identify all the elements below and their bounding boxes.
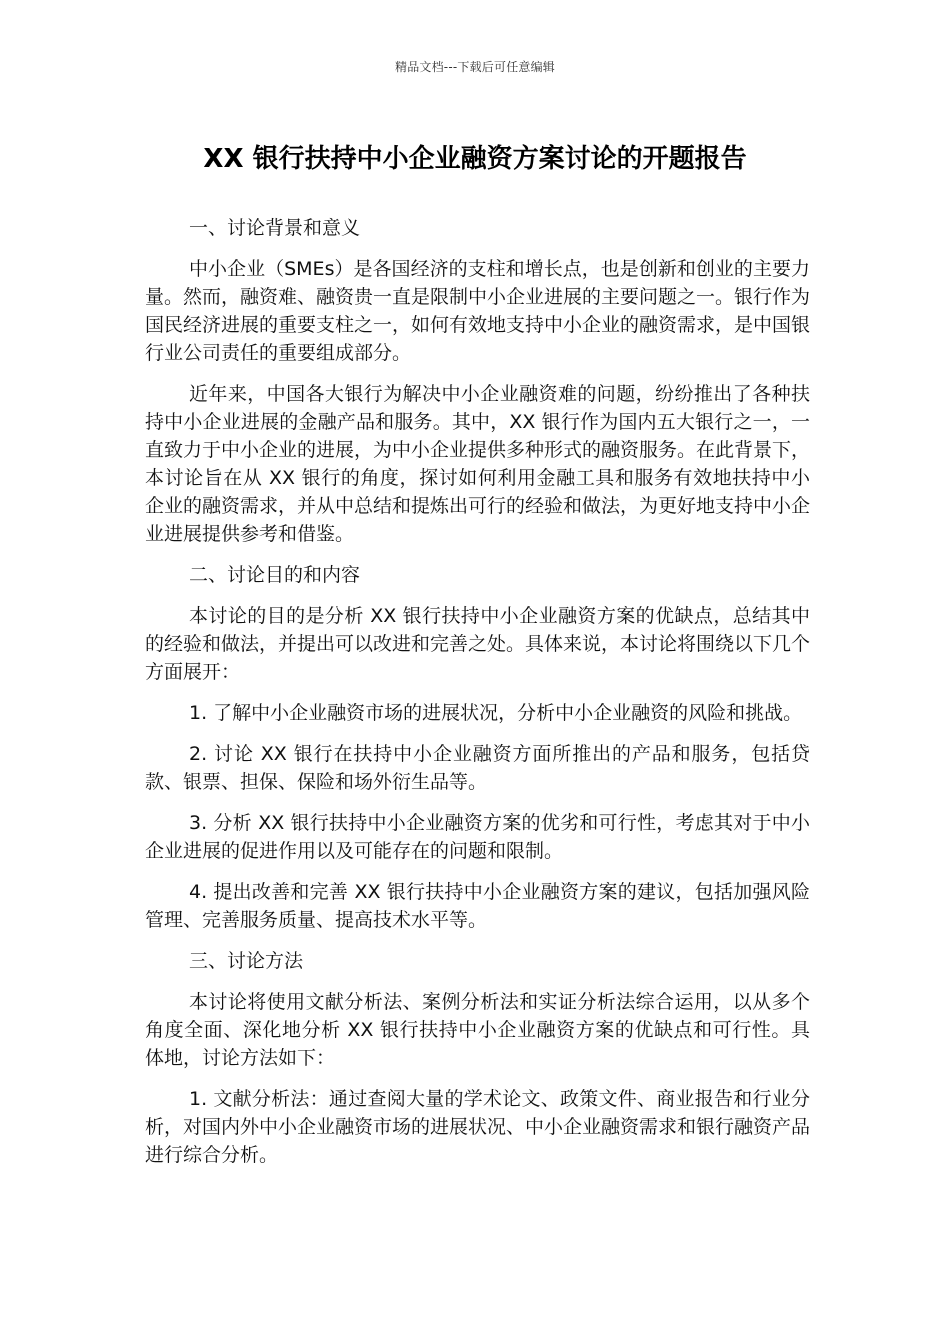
section-heading: 三、讨论方法 (189, 950, 304, 972)
list-item: 1. 文献分析法：通过查阅大量的学术论文、政策文件、商业报告和行业分析，对国内外中小企业融资市场的进展状况、中小企业融资需求和银行融资产品进行综合分析。 (145, 1088, 811, 1166)
list-item: 3. 分析 XX 银行扶持中小企业融资方案的优劣和可行性，考虑其对于中小企业进展的促进作用以及可能存在的问题和限制。 (145, 812, 810, 862)
paragraph: 本讨论的目的是分析 XX 银行扶持中小企业融资方案的优缺点，总结其中的经验和做法，并提出可以改进和完善之处。具体来说，本讨论将围绕以下几个方面展开： (145, 605, 811, 683)
paragraph: 近年来，中国各大银行为解决中小企业融资难的问题，纷纷推出了各种扶持中小企业进展的金融产品和服务。其中，XX 银行作为国内五大银行之一，一直致力于中小企业的进展，为中小企业提供多种形式的融资服务。在此背景下，本讨论旨在从 XX 银行的角度，探讨如何利用金融工具和服务有效地扶持中小企业的融资需求，并从中总结和提炼出可行的经验和做法，为更好地支持中小企业进展提供参考和借鉴。 (145, 383, 811, 545)
paragraph: 中小企业（SMEs）是各国经济的支柱和增长点，也是创新和创业的主要力量。然而，融资难、融资贵一直是限制中小企业进展的主要问题之一。银行作为国民经济进展的重要支柱之一，如何有效地支持中小企业的融资需求，是中国银行业公司责任的重要组成部分。 (145, 258, 811, 364)
list-item: 4. 提出改善和完善 XX 银行扶持中小企业融资方案的建议，包括加强风险管理、完善服务质量、提高技术水平等。 (145, 881, 810, 931)
section-heading: 二、讨论目的和内容 (189, 564, 361, 586)
page-header: 精品文档---下载后可任意编辑 (395, 60, 555, 74)
list-item: 1. 了解中小企业融资市场的进展状况，分析中小企业融资的风险和挑战。 (189, 702, 803, 724)
section-heading: 一、讨论背景和意义 (189, 217, 361, 239)
paragraph: 本讨论将使用文献分析法、案例分析法和实证分析法综合运用，以从多个角度全面、深化地分析 XX 银行扶持中小企业融资方案的优缺点和可行性。具体地，讨论方法如下： (145, 991, 810, 1069)
document-title: XX 银行扶持中小企业融资方案讨论的开题报告 (203, 144, 747, 174)
document-body (145, 214, 810, 1182)
list-item: 2. 讨论 XX 银行在扶持中小企业融资方面所推出的产品和服务，包括贷款、银票、担保、保险和场外衍生品等。 (145, 743, 810, 793)
